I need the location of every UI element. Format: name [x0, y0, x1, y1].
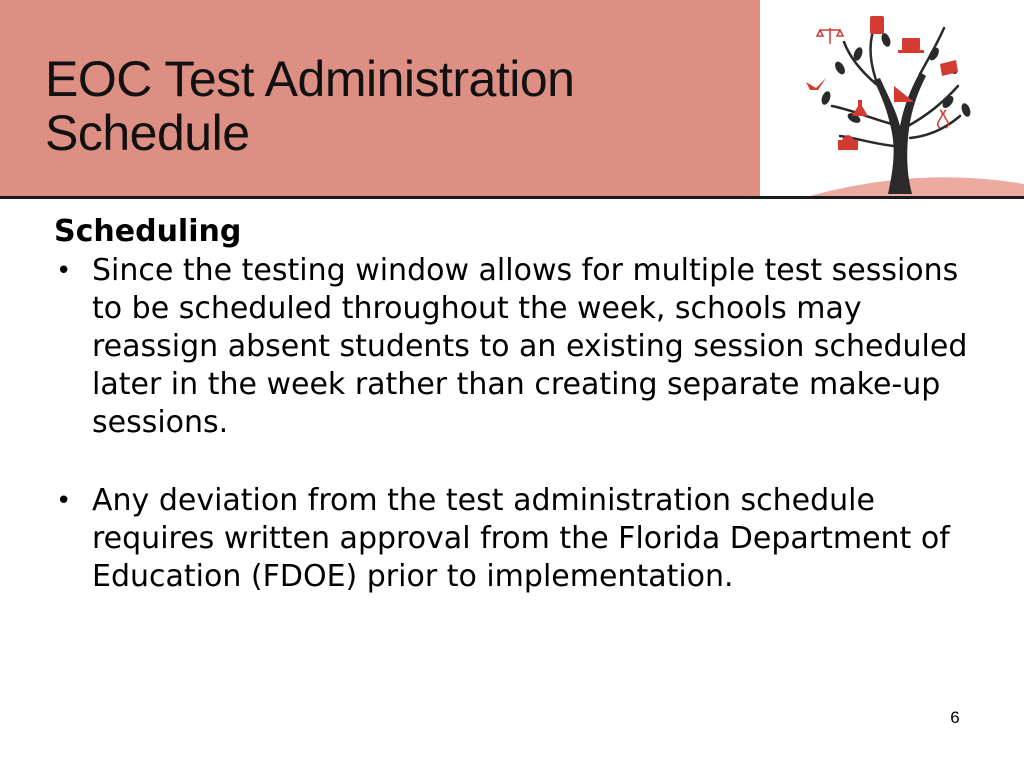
ground-mound-icon — [810, 177, 1024, 196]
bullet-list — [54, 252, 994, 596]
laptop-icon — [898, 38, 924, 53]
bullet-text: Any deviation from the test administration schedule requires written approval from the Florida Department of Education (FDOE) prior to implementation. — [92, 483, 950, 594]
header-divider — [0, 196, 1024, 199]
bullet-icon: • — [56, 256, 72, 286]
bullet-text: Since the testing window allows for multiple test sessions to be scheduled throughout the week, schools may reassign absent students to an existing session scheduled later in the week rather than creating separate make-up sessions. — [92, 253, 968, 440]
list-item — [54, 252, 994, 442]
slide-body — [54, 212, 994, 596]
bullet-icon: • — [56, 486, 72, 516]
scales-icon — [817, 28, 843, 44]
tree-leaves-icon — [820, 32, 972, 125]
page-number: 6 — [950, 708, 960, 727]
bird-icon — [806, 78, 826, 90]
slide-title-line-1: EOC Test Administration — [45, 51, 575, 107]
tree-trunk-icon — [874, 72, 926, 194]
section-heading: Scheduling — [54, 214, 242, 249]
calculator-icon — [870, 16, 884, 34]
list-item — [54, 482, 994, 596]
slide-title — [45, 52, 574, 160]
education-tree-logo — [770, 6, 1024, 196]
slide-title-line-2: Schedule — [45, 105, 250, 161]
flask-icon — [852, 100, 868, 116]
